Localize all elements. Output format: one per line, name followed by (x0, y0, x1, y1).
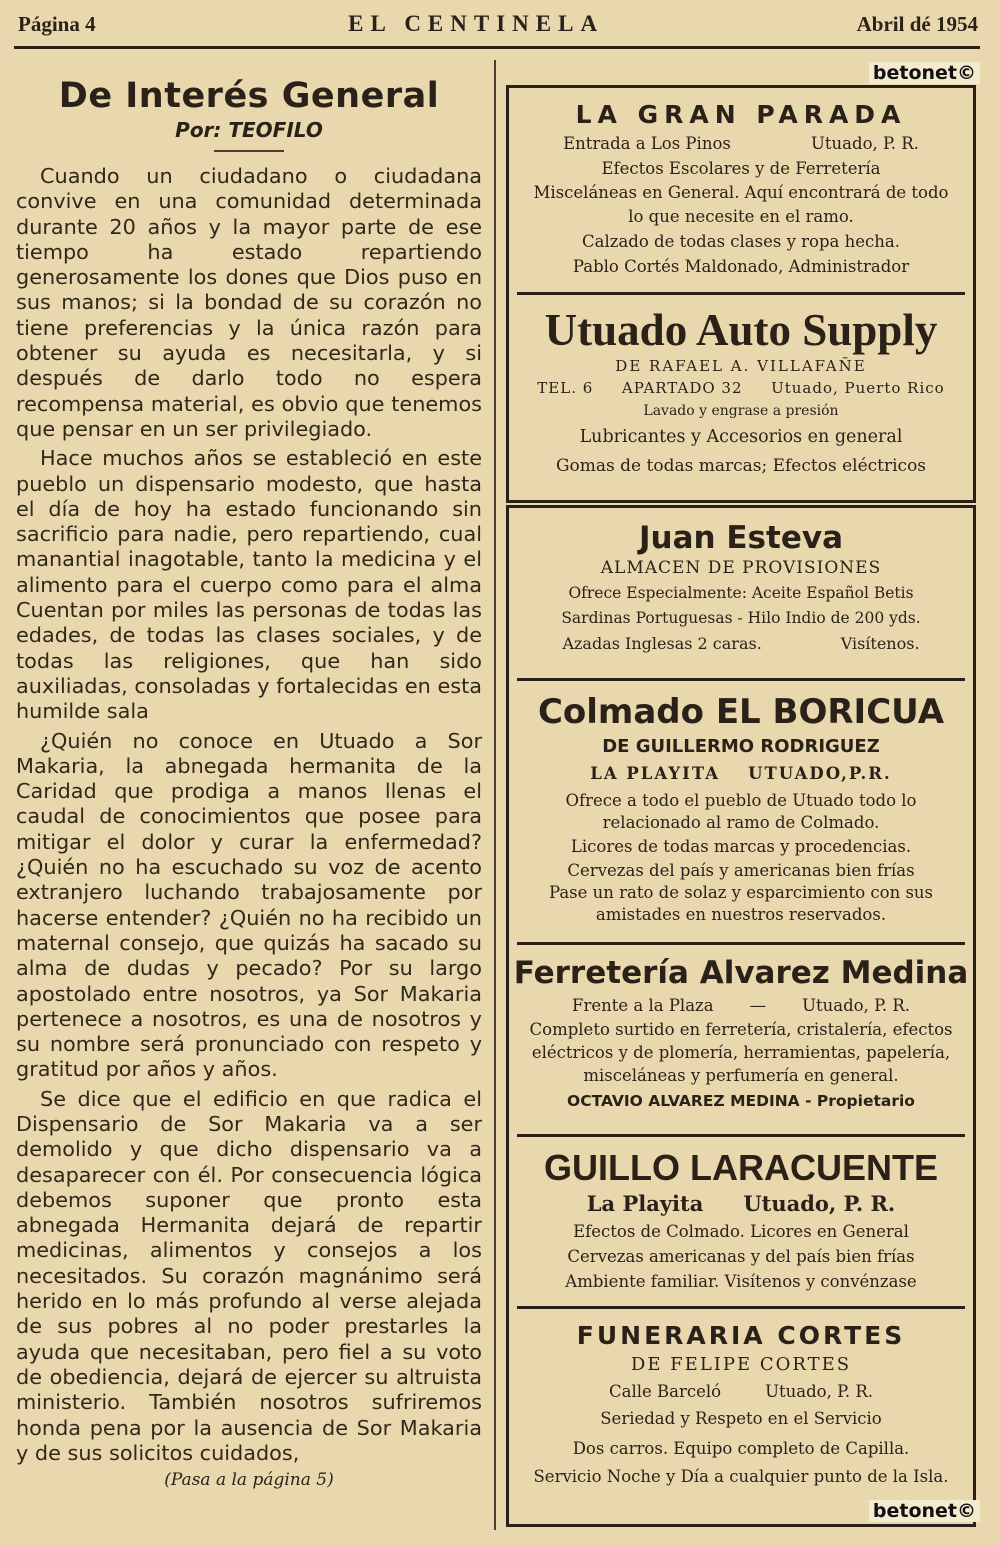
ad-alvarez-medina-owner: OCTAVIO ALVAREZ MEDINA - Propietario (567, 1092, 915, 1110)
ad-gran-parada-name: LA GRAN PARADA (575, 100, 907, 129)
ad-gran-parada-line: Misceláneas en General. Aquí encontrará de todo lo que necesite en el ramo. (533, 183, 949, 226)
ad-el-boricua-line: Ofrece a todo el pueblo de Utuado todo lo relacionado al ramo de Colmado. (565, 791, 917, 832)
ad-laracuente-line: Ambiente familiar. Visítenos y convénzase (565, 1272, 917, 1291)
ad-laracuente-location: La Playita (586, 1191, 704, 1216)
ad-alvarez-medina-location: Frente a la Plaza (572, 996, 714, 1015)
ad-el-boricua-owner: DE GUILLERMO RODRIGUEZ (602, 736, 880, 757)
ad-el-boricua-name: Colmado EL BORICUA (537, 692, 945, 732)
article-paragraph: ¿Quién no conoce en Utuado a Sor Makaria, la abnegada hermanita de la Caridad que prodiga a manos llenas el caudal de conocimientos que posee para mitigar el dolor y curar la enfermedad? ¿Quién no ha escuchado su voz de acento extranjero luchando trabajosamente por hacerse entender? ¿Quién no ha recibido un maternal consejo, que quizás ha sacado su alma de dudas y pecado? Por su largo apostolado entre nosotros, ya Sor Makaria pertenece a nosotros, es una de nosotros y su nombre será pronunciado con respeto y gratitud por años y años. (16, 728, 482, 1082)
ad-funeraria-cortes-line: Dos carros. Equipo completo de Capilla. (572, 1439, 910, 1458)
ad-auto-supply-name: Utuado Auto Supply (544, 305, 938, 355)
ad-funeraria-cortes-owner: DE FELIPE CORTES (630, 1354, 852, 1375)
ad-juan-esteva-line: Visítenos. (840, 634, 920, 653)
ad-gran-parada-line: Calzado de todas clases y ropa hecha. (582, 232, 900, 251)
newspaper-name: EL CENTINELA (348, 11, 605, 36)
byline-rule (214, 150, 284, 152)
watermark-top: betonet© (869, 62, 980, 84)
ad-juan-esteva-line: Azadas Inglesas 2 caras. (562, 634, 762, 653)
ad-auto-supply (506, 295, 976, 503)
ad-funeraria-cortes (506, 1309, 976, 1527)
ad-gran-parada (506, 85, 976, 295)
ad-juan-esteva (506, 505, 976, 681)
ad-funeraria-cortes-line: Servicio Noche y Día a cualquier punto de la Isla. (533, 1467, 949, 1486)
ad-alvarez-medina-dash: — (749, 996, 767, 1015)
masthead (18, 8, 978, 40)
article-byline: Por: TEOFILO (175, 118, 323, 142)
ad-el-boricua-line: Cervezas del país y americanas bien frías (567, 861, 915, 880)
ad-juan-esteva-subtitle: ALMACEN DE PROVISIONES (600, 558, 882, 578)
column-rule (494, 60, 496, 1530)
ad-alvarez-medina-name: Ferretería Alvarez Medina (513, 955, 969, 991)
ad-gran-parada-line: Efectos Escolares y de Ferretería (601, 159, 881, 178)
ad-auto-supply-line: Gomas de todas marcas; Efectos eléctricos (555, 456, 927, 476)
ad-el-boricua-city: UTUADO,P.R. (748, 764, 892, 783)
article-paragraph: Se dice que el edificio en que radica el Dispensario de Sor Makaria va a ser demolido y que dicho dispensario va a desaparecer con él. Por consecuencia lógica debemos suponer que pronto esta abnegada Hermanita dejará de repartir medicinas, alimentos y consejos a los necesitados. Su corazón magnánimo será herido en lo más profundo al verse alejada de sus pobres al no poder prestarles la ayuda que necesitaban, pero fiel a su voto de obediencia, dejará de ejercer su altruista ministerio. También nosotros sufriremos honda pena por la ausencia de Sor Makaria y de sus solicitos cuidados, (16, 1086, 482, 1465)
article-paragraph: Hace muchos años se estableció en este pueblo un dispensario modesto, que hasta el día de hoy ha estado funcionando sin sacrificio para nadie, pero repartiendo, cual manantial inagotable, tanto la medicina y el alimento para el cuerpo como para el alma Cuentan por miles las personas de todas las edades, de todas las clases sociales, y de todas las religiones, que han sido auxiliadas, consoladas y fortalecidas en esta humilde sala (16, 446, 482, 724)
ad-juan-esteva-line: Ofrece Especialmente: Aceite Español Betis (568, 584, 914, 602)
watermark-bottom: betonet© (869, 1500, 980, 1522)
ad-laracuente-line: Cervezas americanas y del país bien frías (567, 1247, 915, 1266)
ad-alvarez-medina (506, 945, 976, 1137)
ad-juan-esteva-name: Juan Esteva (639, 520, 843, 556)
masthead-rule (14, 46, 980, 49)
ad-laracuente (506, 1137, 976, 1309)
ad-gran-parada-city: Utuado, P. R. (811, 134, 919, 153)
ad-funeraria-cortes-location: Calle Barceló (609, 1382, 722, 1401)
ad-funeraria-cortes-city: Utuado, P. R. (765, 1382, 873, 1401)
ad-funeraria-cortes-name: FUNERARIA CORTES (576, 1321, 906, 1350)
ad-auto-supply-tel: TEL. 6 (537, 379, 594, 397)
issue-date: Abril dé 1954 (856, 11, 978, 36)
ad-el-boricua-line: Pase un rato de solaz y esparcimiento con sus amistades en nuestros reservados. (548, 883, 934, 924)
ad-auto-supply-line: Lavado y engrase a presión (643, 403, 839, 419)
ad-auto-supply-owner: DE RAFAEL A. VILLAFAÑE (615, 357, 867, 375)
ads-column (506, 85, 982, 1530)
ad-funeraria-cortes-line: Seriedad y Respeto en el Servicio (600, 1409, 882, 1428)
ad-el-boricua-line: Licores de todas marcas y procedencias. (570, 837, 912, 856)
continued-note: (Pasa a la página 5) (164, 1470, 334, 1491)
ad-auto-supply-city: Utuado, Puerto Rico (771, 379, 945, 397)
ad-juan-esteva-line: Sardinas Portuguesas - Hilo Indio de 200 yds. (561, 609, 921, 627)
ad-laracuente-name: GUILLO LARACUENTE (544, 1147, 938, 1188)
ad-auto-supply-apartado: APARTADO 32 (621, 379, 743, 397)
ad-alvarez-medina-city: Utuado, P. R. (802, 996, 910, 1015)
ad-laracuente-line: Efectos de Colmado. Licores en General (573, 1222, 909, 1241)
ad-el-boricua-location: LA PLAYITA (590, 764, 721, 783)
ad-gran-parada-line: Pablo Cortés Maldonado, Administrador (572, 257, 910, 276)
article-title: De Interés General (58, 76, 440, 116)
article-paragraph: Cuando un ciudadano o ciudadana convive en una comunidad determinada durante 20 años y la mayor parte de ese tiempo ha estado repartiendo generosamente los dones que Dios puso en sus manos; si la bondad de su corazón no tiene preferencias y la única razón para obtener su ayuda es necesitarla, y si después de darlo todo no espera recompensa material, es obvio que tenemos que pensar en un ser privilegiado. (16, 164, 482, 441)
ad-alvarez-medina-line: Completo surtido en ferretería, cristalería, efectos eléctricos y de plomería, herramientas, papelería, misceláneas y perfumería en general. (529, 1020, 953, 1085)
ad-gran-parada-location: Entrada a Los Pinos (563, 134, 731, 153)
ad-auto-supply-line: Lubricantes y Accesorios en general (579, 427, 903, 447)
page-number: Página 4 (18, 11, 96, 36)
article (16, 76, 482, 1490)
ad-laracuente-city: Utuado, P. R. (743, 1191, 896, 1216)
ad-el-boricua (506, 681, 976, 945)
